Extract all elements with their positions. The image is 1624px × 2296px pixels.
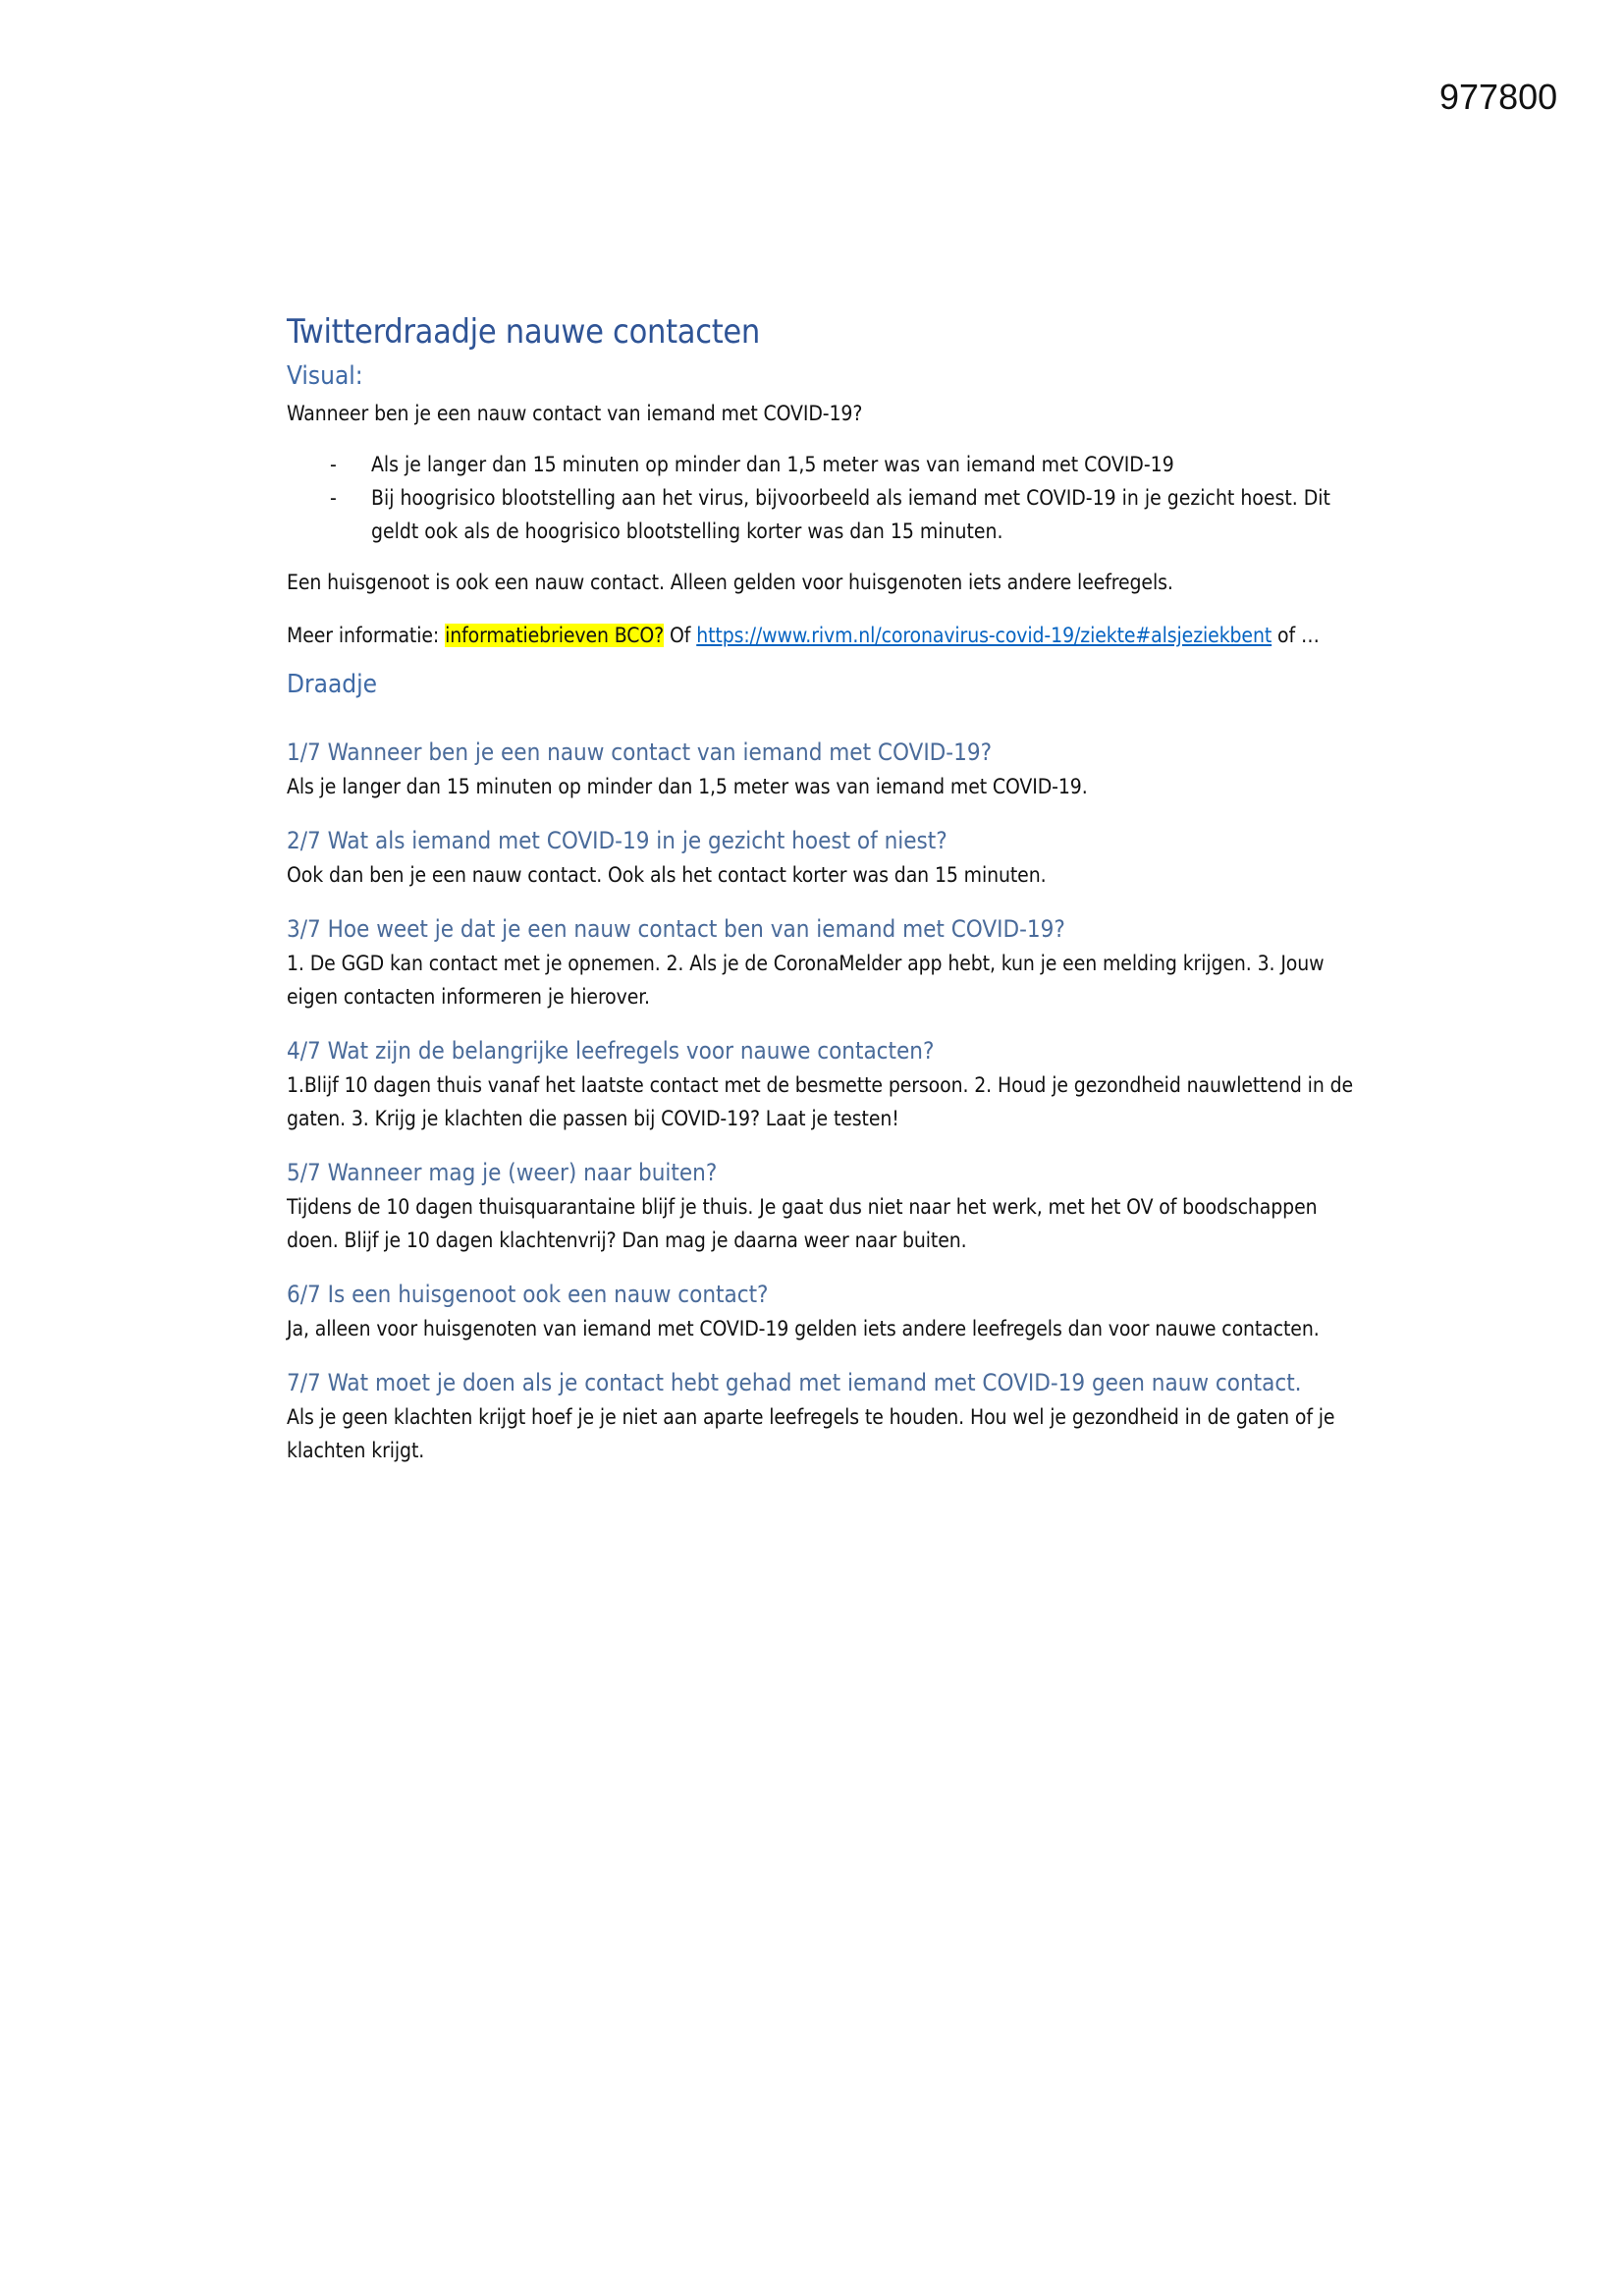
more-info-tail: of … [1277, 624, 1320, 647]
housemate-note: Een huisgenoot is ook een nauw contact. Alleen gelden voor huisgenoten iets andere leefregels. [287, 571, 1173, 594]
bullet-text: Als je langer dan 15 minuten op minder dan 1,5 meter was van iemand met COVID-19 [371, 453, 1174, 476]
thread-question: 3/7 Hoe weet je dat je een nauw contact ben van iemand met COVID-19? [287, 915, 1065, 943]
thread-question: 1/7 Wanneer ben je een nauw contact van iemand met COVID-19? [287, 738, 993, 766]
thread-item [287, 1277, 1357, 1345]
thread-item [287, 1365, 1357, 1467]
document-body [287, 312, 1357, 1467]
rivm-link[interactable]: https://www.rivm.nl/coronavirus-covid-19/ziekte#alsjeziekbent [696, 624, 1272, 647]
thread-question: 5/7 Wanneer mag je (weer) naar buiten? [287, 1159, 718, 1186]
thread-question: 4/7 Wat zijn de belangrijke leefregels voor nauwe contacten? [287, 1037, 935, 1065]
thread-item [287, 1155, 1357, 1257]
thread-answer: Ook dan ben je een nauw contact. Ook als het contact korter was dan 15 minuten. [287, 863, 1047, 887]
thread-answer: Ja, alleen voor huisgenoten van iemand met COVID-19 gelden iets andere leefregels dan voor nauwe contacten. [287, 1317, 1320, 1340]
more-info-label: Meer informatie: [287, 624, 440, 647]
thread-question: 6/7 Is een huisgenoot ook een nauw contact? [287, 1281, 769, 1308]
document-number: 977800 [1439, 77, 1558, 117]
thread-answer: Als je langer dan 15 minuten op minder dan 1,5 meter was van iemand met COVID-19. [287, 775, 1088, 798]
thread-list [287, 735, 1357, 1467]
thread-heading: Draadje [287, 670, 378, 699]
thread-item [287, 911, 1357, 1013]
visual-heading: Visual: [287, 361, 363, 391]
visual-question: Wanneer ben je een nauw contact van iemand met COVID-19? [287, 402, 863, 425]
bullet-text: Bij hoogrisico blootstelling aan het virus, bijvoorbeeld als iemand met COVID-19 in je gezicht hoest. Dit geldt ook als de hoogrisico blootstelling korter was dan 15 minuten. [371, 486, 1330, 543]
thread-answer: Als je geen klachten krijgt hoef je je niet aan aparte leefregels te houden. Hou wel je gezondheid in de gaten of je klachten krijgt. [287, 1405, 1335, 1462]
more-info-paragraph [287, 619, 1357, 652]
thread-question: 2/7 Wat als iemand met COVID-19 in je gezicht hoest of niest? [287, 827, 947, 854]
thread-answer: 1.Blijf 10 dagen thuis vanaf het laatste contact met de besmette persoon. 2. Houd je gezondheid nauwlettend in de gaten. 3. Krijg je klachten die passen bij COVID-19? Laat je testen! [287, 1073, 1354, 1130]
thread-answer: 1. De GGD kan contact met je opnemen. 2. Als je de CoronaMelder app hebt, kun je een melding krijgen. 3. Jouw eigen contacten informeren je hierover. [287, 952, 1325, 1009]
bullet-item [330, 481, 1357, 548]
thread-question: 7/7 Wat moet je doen als je contact hebt gehad met iemand met COVID-19 geen nauw contact. [287, 1369, 1302, 1396]
thread-item [287, 823, 1357, 892]
highlighted-text: informatiebrieven BCO? [445, 624, 665, 647]
document-title: Twitterdraadje nauwe contacten [287, 312, 761, 352]
thread-item [287, 735, 1357, 803]
bullet-dash: - [330, 486, 337, 510]
thread-item [287, 1033, 1357, 1135]
thread-answer: Tijdens de 10 dagen thuisquarantaine blijf je thuis. Je gaat dus niet naar het werk, met het OV of boodschappen doen. Blijf je 10 dagen klachtenvrij? Dan mag je daarna weer naar buiten. [287, 1195, 1318, 1252]
bullet-dash: - [330, 453, 337, 476]
more-info-of: Of [670, 624, 691, 647]
visual-bullet-list [287, 448, 1357, 548]
bullet-item [330, 448, 1357, 481]
